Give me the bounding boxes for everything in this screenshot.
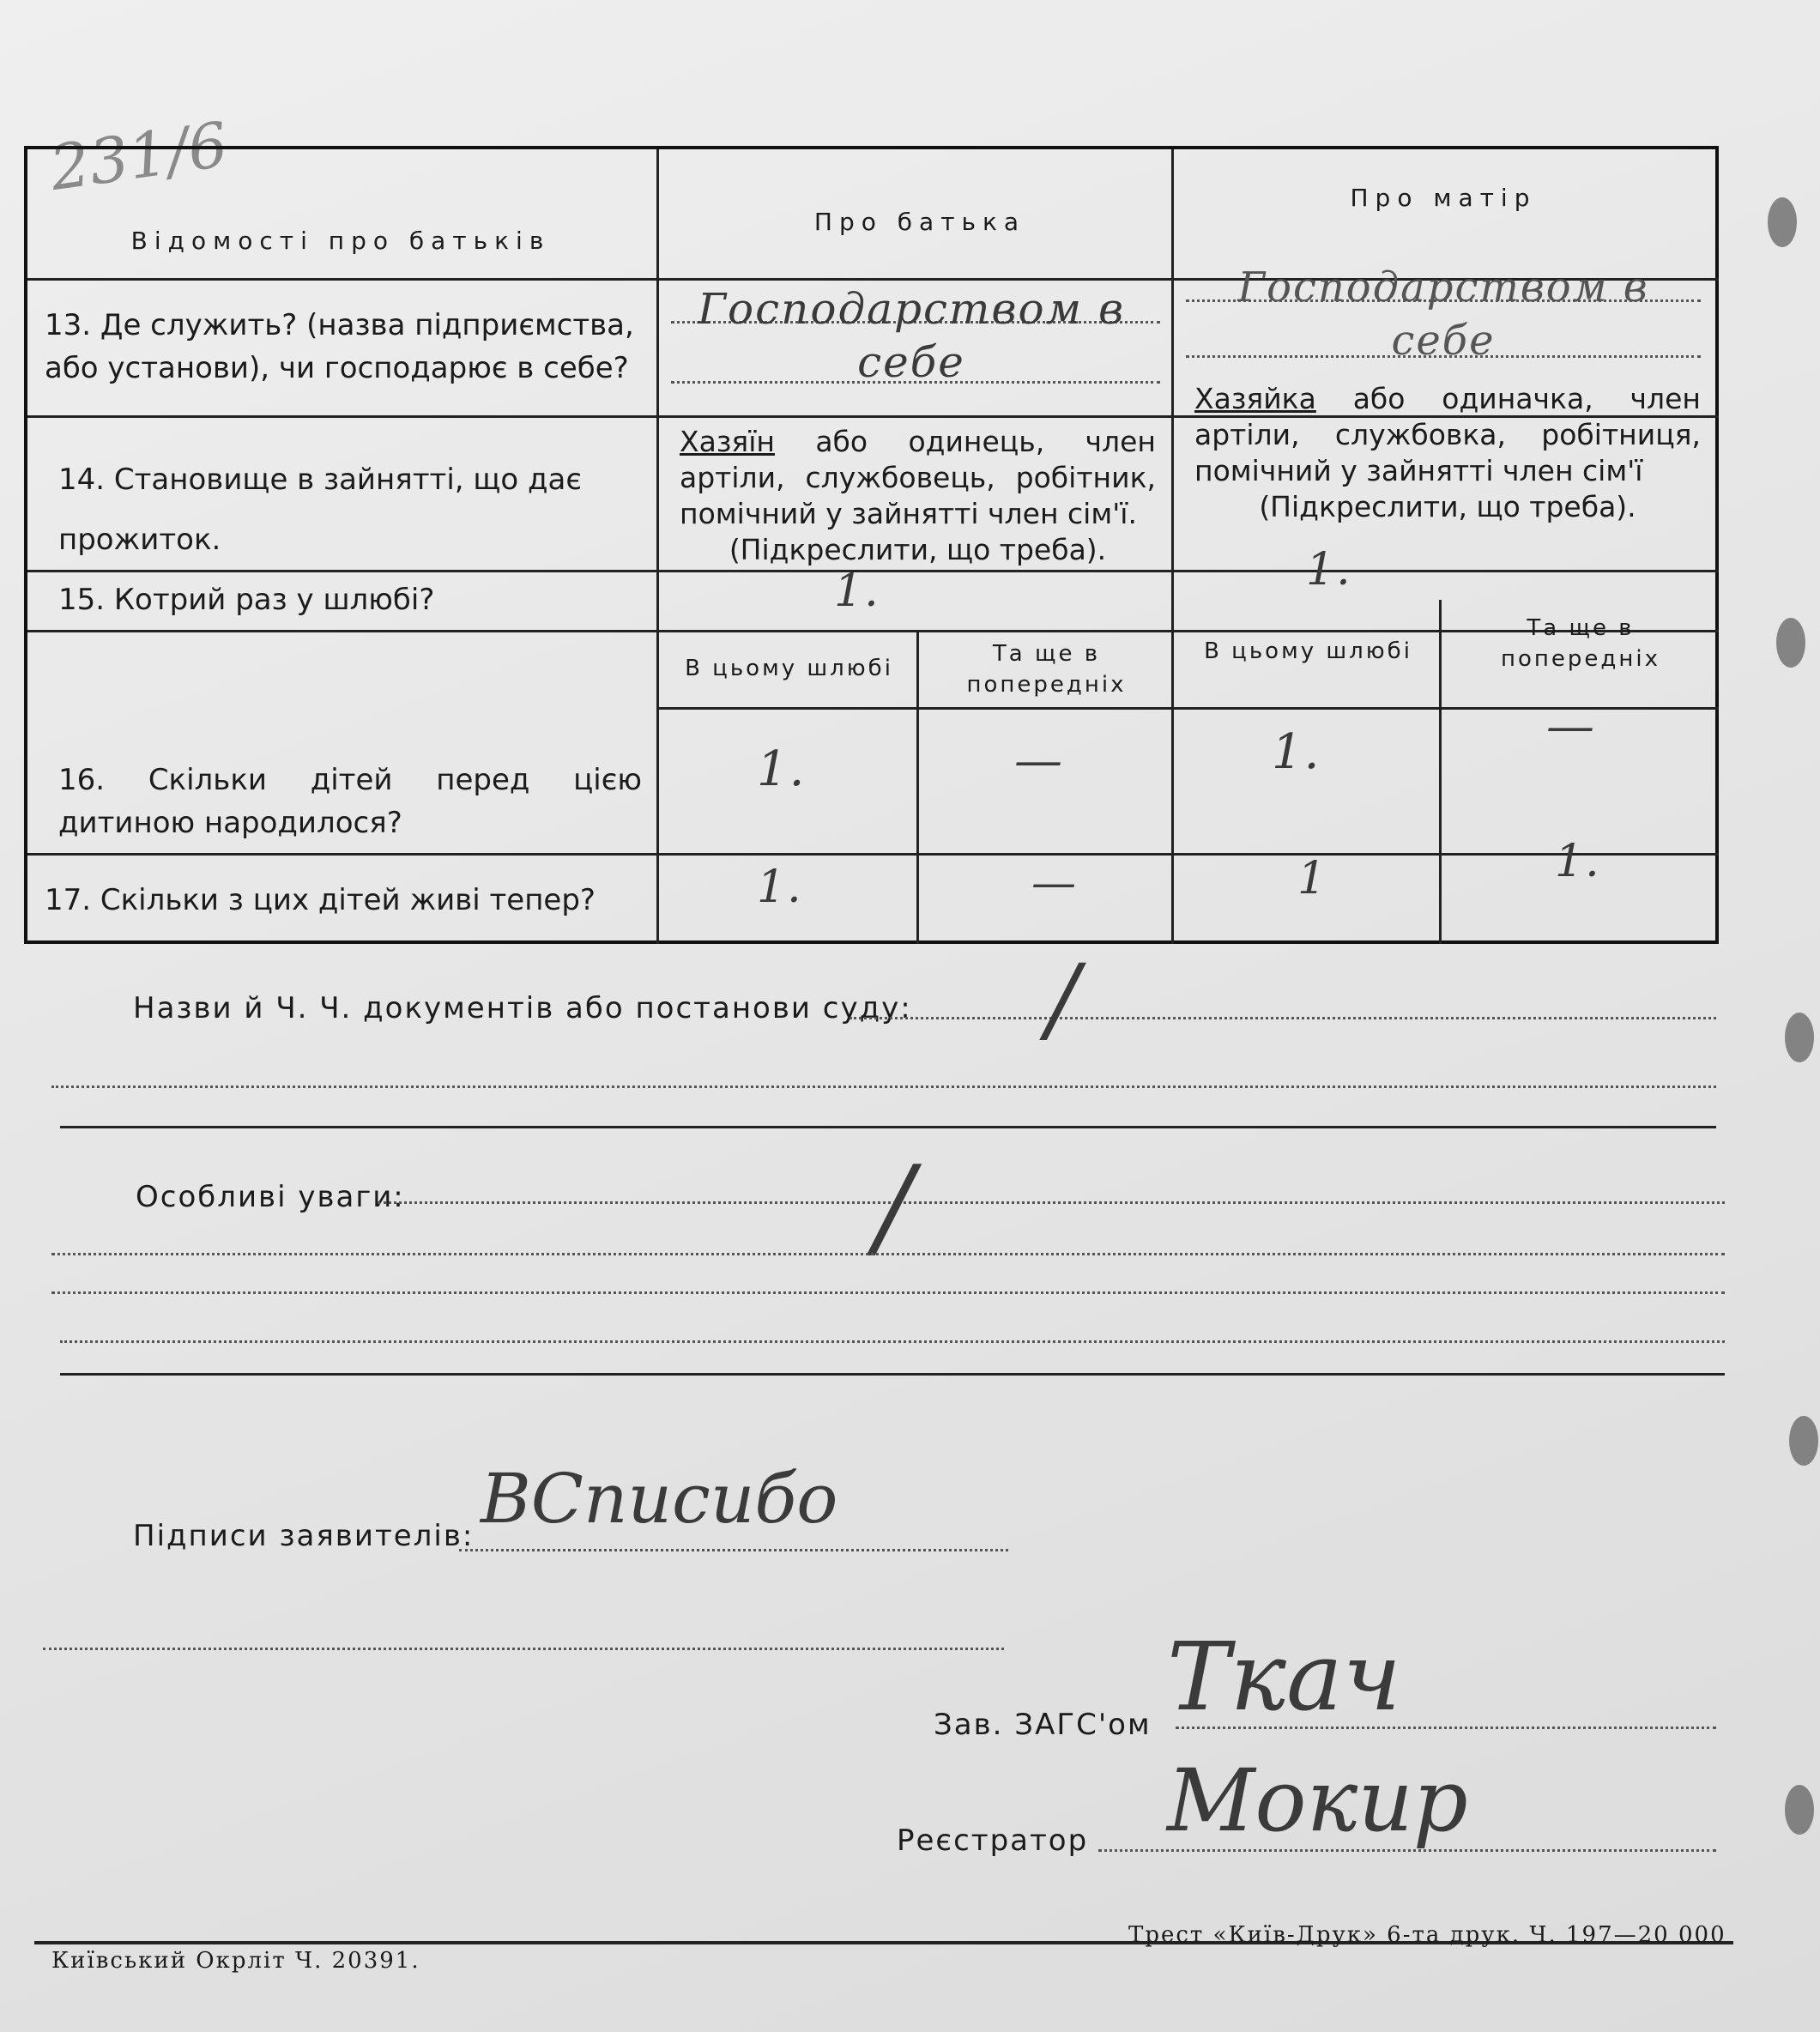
q14-mother-selected: Хазяйка: [1194, 382, 1316, 415]
parents-info-table: [24, 146, 1719, 944]
q16-father-col-prev: Та ще в попередніх: [966, 641, 1127, 698]
q16-father-prev: —: [1014, 733, 1064, 789]
q13-question: 13. Де служить? (назва підприємства, або установи), чи господарює в себе?: [45, 308, 634, 385]
notes-line: [51, 1291, 1725, 1294]
documents-label: Назви й Ч. Ч. документів або постанови суду:: [133, 991, 912, 1025]
q16-mother-this: 1.: [1272, 724, 1321, 780]
binder-hole: [1785, 1013, 1814, 1062]
q16-father-col-this: В цьому шлюбі: [685, 656, 893, 681]
binder-hole: [1785, 1785, 1814, 1835]
applicant-signature: ВСписибо: [481, 1459, 838, 1539]
q14-father-rest: або одинець, член артіли, службовець, робітник, помічний у зайнятті член сім'ї.: [680, 425, 1156, 530]
q14-question: 14. Становище в зайнятті, що дає прожиток.: [58, 463, 583, 557]
section-divider: [60, 1373, 1725, 1376]
applicant-signature-label: Підписи заявителів:: [133, 1519, 475, 1553]
q14-mother-note: (Підкреслити, що треба).: [1259, 490, 1636, 523]
q17-mother-this: 1: [1297, 853, 1328, 904]
q16-mother-prev: —: [1546, 698, 1596, 754]
subcol-divider: [1439, 600, 1442, 944]
binder-hole: [1776, 618, 1805, 668]
q15-question: 15. Котрий раз у шлюбі?: [58, 583, 435, 617]
documents-line: [51, 1086, 1716, 1088]
subcol-divider: [916, 630, 919, 944]
q17-father-prev: —: [1031, 857, 1078, 909]
footer-left: Київський Окрліт Ч. 20391.: [51, 1948, 420, 1974]
notes-line: [51, 1253, 1725, 1255]
head-signature: Ткач: [1167, 1622, 1402, 1732]
q16-father-this: 1.: [757, 741, 807, 797]
q17-mother-prev: 1.: [1555, 836, 1601, 887]
q13-father-answer: Господарством в себе: [697, 284, 1126, 387]
q14-father-options: [680, 424, 1156, 568]
header-mother: Про матір: [1350, 184, 1537, 212]
signature-line: [459, 1549, 1008, 1551]
documents-line: [850, 1017, 1716, 1019]
q14-father-selected: Хазяїн: [680, 425, 775, 458]
binder-hole: [1768, 197, 1797, 247]
q13-mother-answer: Господарством в себе: [1237, 263, 1649, 365]
notes-value: /: [875, 1141, 915, 1272]
archive-number: 231/6: [45, 107, 233, 205]
q14-father-note: (Підкреслити, що треба).: [729, 533, 1107, 566]
q15-father-answer: 1.: [834, 565, 880, 617]
section-divider: [60, 1126, 1716, 1128]
documents-value: /: [1047, 944, 1081, 1054]
q16-mother-col-prev: Та ще в попередніх: [1501, 615, 1660, 672]
notes-label: Особливі уваги:: [136, 1180, 405, 1214]
head-signature-label: Зав. ЗАГС'ом: [934, 1708, 1152, 1742]
registrar-label: Реєстратор: [897, 1823, 1089, 1858]
col-divider: [1171, 149, 1174, 944]
header-info: Відомості про батьків: [130, 227, 551, 255]
registrar-signature: Мокир: [1167, 1751, 1468, 1851]
binder-hole: [1789, 1416, 1818, 1466]
q17-question: 17. Скільки з цих дітей живі тепер?: [45, 883, 596, 917]
header-father: Про батька: [813, 208, 1026, 236]
notes-line: [378, 1201, 1725, 1204]
q14-mother-options: [1194, 381, 1701, 525]
q15-mother-answer: 1.: [1306, 544, 1352, 596]
row-divider: [27, 853, 1719, 856]
notes-line: [60, 1340, 1725, 1343]
q14-mother-rest: або одиначка, член артіли, службовка, робітниця, помічний у зайнятті член сім'ї: [1194, 382, 1701, 487]
q16-mother-col-this: В цьому шлюбі: [1204, 638, 1412, 664]
signature-line: [43, 1648, 1004, 1650]
footer-right: Трест «Київ-Друк» 6-та друк. Ч. 197—20 000: [1128, 1922, 1726, 1948]
q17-father-this: 1.: [757, 862, 803, 913]
col-divider: [656, 149, 659, 944]
q16-question: 16. Скільки дітей перед цією дитиною народилося?: [58, 763, 642, 840]
